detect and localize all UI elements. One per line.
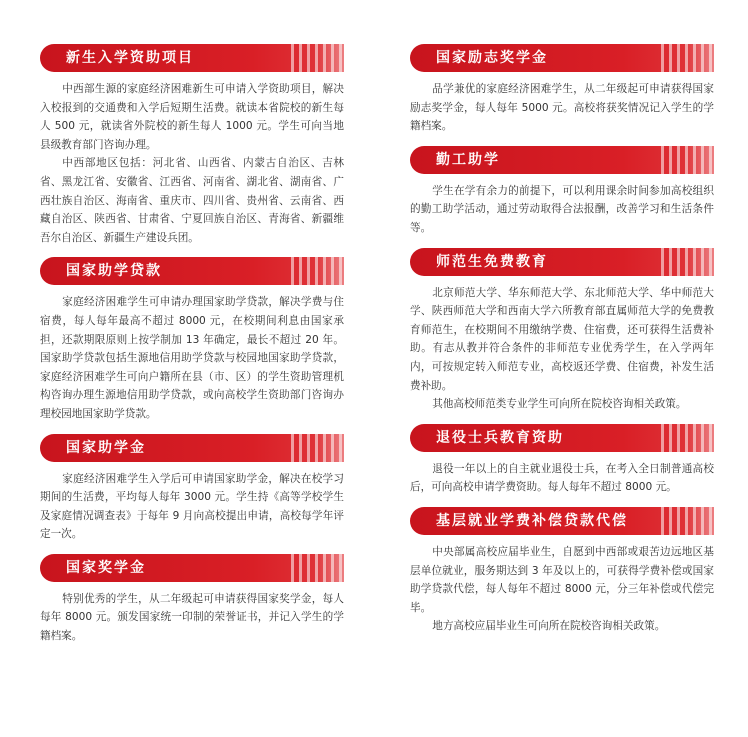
section-national-student-loan (40, 257, 344, 423)
section-paragraph: 其他高校师范类专业学生可向所在院校咨询相关政策。 (432, 398, 687, 411)
section-title: 基层就业学费补偿贷款代偿 (436, 512, 628, 529)
section-paragraph: 中央部属高校应届毕业生，自愿到中西部或艰苦边远地区基层单位就业，服务期达到 3 年及以上的，可获得学费补偿或国家助学贷款代偿，每人每年不超过 8000 元，分三年补偿或代偿完毕。 (410, 545, 714, 614)
section-title: 国家励志奖学金 (436, 50, 548, 66)
section-paragraph: 北京师范大学、华东师范大学、东北师范大学、华中师范大学、陕西师范大学和西南大学六所教育部直属师范大学的免费教育师范生，在校期间不用缴纳学费、住宿费，还可获得生活费补助。有志从教并符合条件的非师范专业优秀学生，在入学两年内，可按规定转入师范专业，高校返还学费、住宿费，补发生活费补助。 (410, 286, 714, 392)
section-paragraph: 中西部生源的家庭经济困难新生可申请入学资助项目，解决入校报到的交通费和入学后短期生活费。就读本省院校的新生每人 500 元，就读省外院校的新生每人 1000 元。学生可向当地县级教育部门咨询办理。 (40, 83, 344, 151)
section-national-scholarship (40, 554, 344, 646)
banner-fade-decoration (684, 44, 714, 72)
section-banner (410, 248, 714, 276)
section-national-grant (40, 434, 344, 544)
section-paragraph: 家庭经济困难学生可申请办理国家助学贷款，解决学费与住宿费，每人每年最高不超过 8000 元，在校期间利息由国家承担，还款期限原则上按学制加 13 年确定，最长不超过 20 年。国家助学贷款包括生源地信用助学贷款与校园地国家助学贷款，家庭经济困难学生可向户籍所在县（市、区）的学生资助管理机构咨询办理生源地信用助学贷款，或向高校学生资助部门咨询办理校园地国家助学贷款。 (40, 296, 344, 420)
section-encouragement-scholarship (410, 44, 714, 136)
left-column (40, 44, 344, 646)
section-paragraph: 家庭经济困难学生入学后可申请国家助学金，解决在校学习期间的生活费，平均每人每年 3000 元。学生持《高等学校学生及家庭情况调查表》于每年 9 月向高校提出申请，高校每学年评定一次。 (40, 472, 344, 541)
section-paragraph: 品学兼优的家庭经济困难学生，从二年级起可申请获得国家励志奖学金，每人每年 5000 元。高校将获奖情况记入学生的学籍档案。 (410, 83, 714, 133)
section-title: 新生入学资助项目 (66, 50, 194, 66)
section-title: 师范生免费教育 (436, 253, 548, 270)
section-paragraph: 退役一年以上的自主就业退役士兵，在考入全日制普通高校后，可向高校申请学费资助。每人每年不超过 8000 元。 (410, 462, 714, 494)
section-title: 勤工助学 (436, 151, 500, 168)
section-banner (40, 554, 344, 582)
banner-fade-decoration (314, 434, 344, 462)
section-title: 国家奖学金 (66, 559, 146, 576)
section-title: 国家助学金 (66, 439, 146, 456)
banner-fade-decoration (314, 257, 344, 285)
right-column (410, 44, 714, 636)
banner-fade-decoration (684, 424, 714, 452)
banner-fade-decoration (684, 248, 714, 276)
section-banner (410, 507, 714, 535)
section-title: 国家助学贷款 (66, 263, 162, 280)
section-work-study (410, 146, 714, 238)
section-banner (40, 434, 344, 462)
section-banner (410, 424, 714, 452)
section-banner (40, 44, 344, 72)
banner-fade-decoration (684, 146, 714, 174)
section-paragraph: 学生在学有余力的前提下，可以利用课余时间参加高校组织的勤工助学活动，通过劳动取得合法报酬，改善学习和生活条件等。 (410, 184, 714, 234)
section-paragraph: 特别优秀的学生，从二年级起可申请获得国家奖学金，每人每年 8000 元。颁发国家统一印制的荣誉证书，并记入学生的学籍档案。 (40, 592, 344, 643)
section-title: 退役士兵教育资助 (436, 429, 564, 446)
section-new-student-aid (40, 44, 344, 247)
section-banner (410, 146, 714, 174)
section-free-teacher-education (410, 248, 714, 414)
banner-fade-decoration (684, 507, 714, 535)
banner-fade-decoration (314, 44, 344, 72)
section-paragraph: 中西部地区包括：河北省、山西省、内蒙古自治区、吉林省、黑龙江省、安徽省、江西省、河南省、湖北省、湖南省、广西壮族自治区、海南省、重庆市、四川省、贵州省、云南省、西藏自治区、陕西省、甘肃省、宁夏回族自治区、青海省、新疆维吾尔自治区、新疆生产建设兵团。 (40, 157, 344, 244)
section-banner (40, 257, 344, 285)
section-banner (410, 44, 714, 72)
section-veteran-education-aid (410, 424, 714, 497)
banner-fade-decoration (314, 554, 344, 582)
section-grassroots-tuition-compensation (410, 507, 714, 636)
section-paragraph: 地方高校应届毕业生可向所在院校咨询相关政策。 (432, 620, 666, 633)
